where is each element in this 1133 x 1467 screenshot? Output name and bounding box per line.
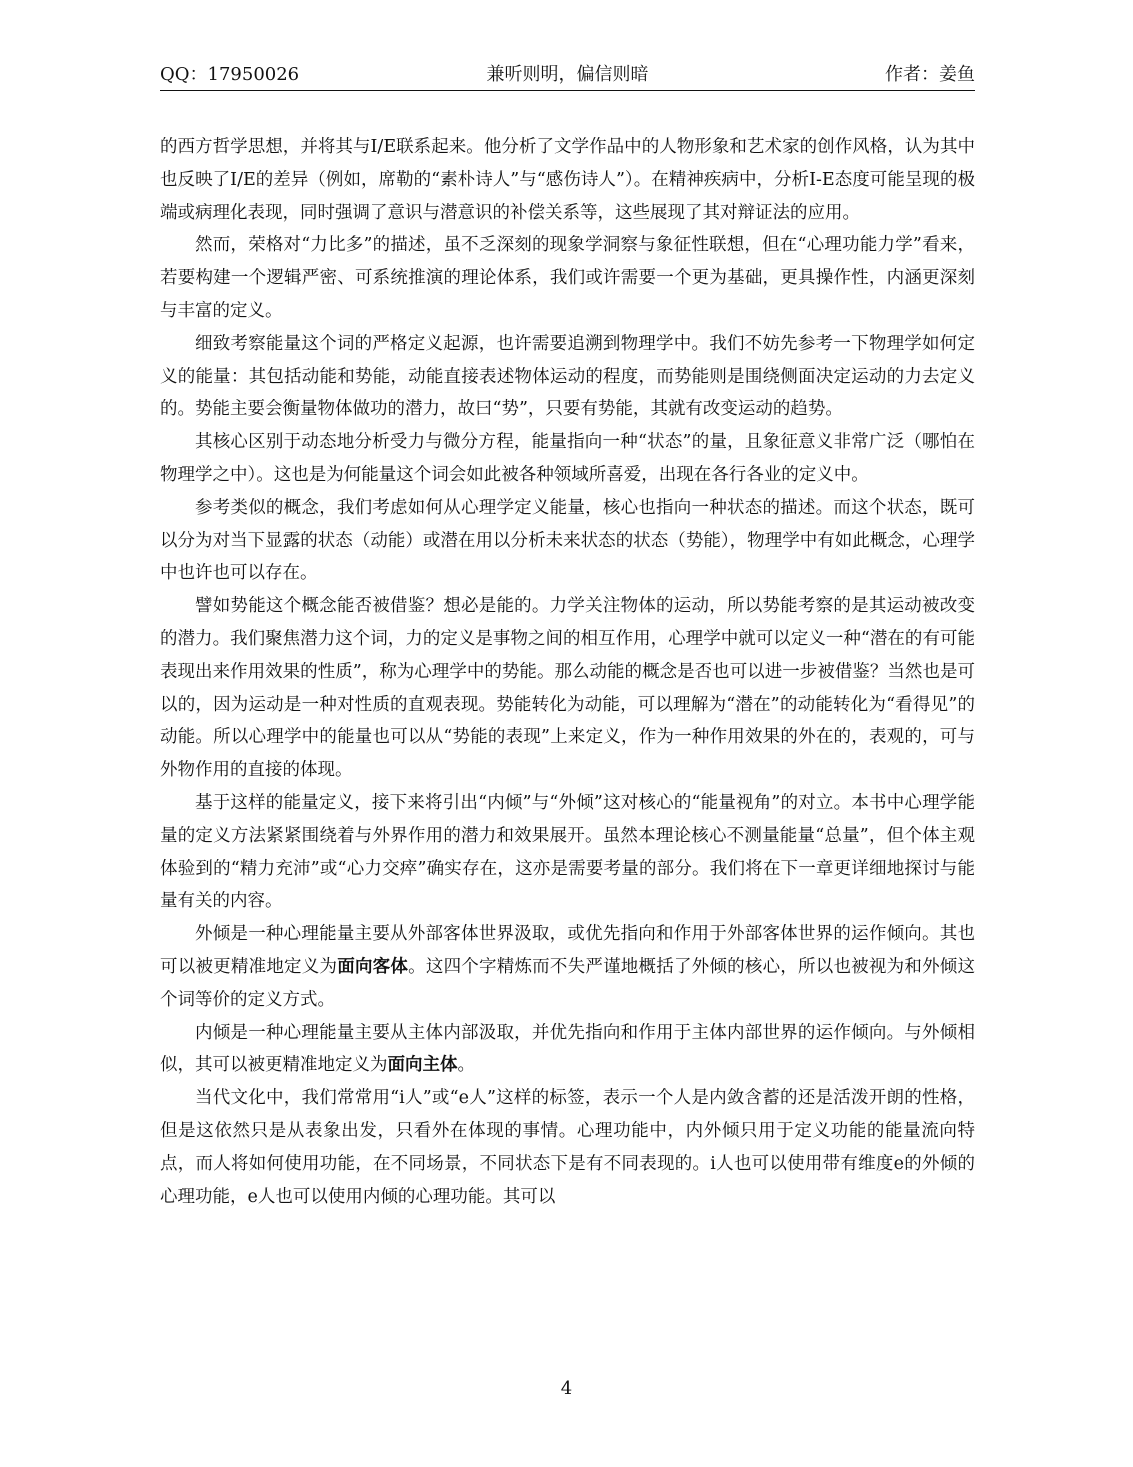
paragraph: 其核心区别于动态地分析受力与微分方程，能量指向一种“状态”的量，且象征意义非常广泛（哪怕在物理学之中）。这也是为何能量这个词会如此被各种领域所喜爱，出现在各行各业的定义中。	[160, 432, 975, 485]
paragraph-text: 。这四个字精炼而不失严谨地概括了外倾的核心，所以也被视为和外倾这个词等价的定义方式。	[160, 956, 976, 1010]
paragraph-continued: 的西方哲学思想，并将其与I/E联系起来。他分析了文学作品中的人物形象和艺术家的创作风格，认为其中也反映了I/E的差异（例如，席勒的“素朴诗人”与“感伤诗人”）。在精神疾病中，分析I-E态度可能呈现的极端或病理化表现，同时强调了意识与潜意识的补偿关系等，这些展现了其对辩证法的应用。	[160, 137, 975, 223]
paragraph: 当代文化中，我们常常用“i人”或“e人”这样的标签，表示一个人是内敛含蓄的还是活泼开朗的性格，但是这依然只是从表象出发，只看外在体现的事情。心理功能中，内外倾只用于定义功能的能量流向特点，而人将如何使用功能，在不同场景，不同状态下是有不同表现的。i人也可以使用带有维度e的外倾的心理功能，e人也可以使用内倾的心理功能。其可以	[160, 1088, 975, 1207]
paragraph-introversion-definition	[160, 1017, 975, 1083]
paragraph: 譬如势能这个概念能否被借鉴？想必是能的。力学关注物体的运动，所以势能考察的是其运动被改变的潜力。我们聚焦潜力这个词，力的定义是事物之间的相互作用，心理学中就可以定义一种“潜在的有可能表现出来作用效果的性质”，称为心理学中的势能。那么动能的概念是否也可以进一步被借鉴？当然也是可以的，因为运动是一种对性质的直观表现。势能转化为动能，可以理解为“潜在”的动能转化为“看得见”的动能。所以心理学中的能量也可以从“势能的表现”上来定义，作为一种作用效果的外在的，表观的，可与外物作用的直接的体现。	[160, 596, 975, 781]
header-title: 兼听则明，偏信则暗	[486, 64, 649, 85]
page-header	[160, 62, 975, 88]
page-number: 4	[560, 1378, 573, 1399]
header-contact: QQ：17950026	[160, 64, 300, 85]
paragraph: 参考类似的概念，我们考虑如何从心理学定义能量，核心也指向一种状态的描述。而这个状态，既可以分为对当下显露的状态（动能）或潜在用以分析未来状态的状态（势能），物理学中有如此概念，心理学中也许也可以存在。	[160, 497, 975, 584]
header-divider	[160, 90, 975, 91]
paragraph: 细致考察能量这个词的严格定义起源，也许需要追溯到物理学中。我们不妨先参考一下物理学如何定义的能量：其包括动能和势能，动能直接表述物体运动的程度，而势能则是围绕侧面决定运动的力去定义的。势能主要会衡量物体做功的潜力，故曰“势”，只要有势能，其就有改变运动的趋势。	[160, 333, 975, 420]
paragraph-text: 内倾是一种心理能量主要从主体内部汲取，并优先指向和作用于主体内部世界的运作倾向。与外倾相似，其可以被更精准地定义为	[160, 1022, 975, 1076]
paragraph-text: 外倾是一种心理能量主要从外部客体世界汲取，或优先指向和作用于外部客体世界的运作倾向。其也可以被更精准地定义为	[160, 924, 975, 977]
bold-term-object-oriented: 面向客体	[337, 956, 409, 977]
paragraph-extraversion-definition	[160, 918, 975, 1016]
paragraph: 然而，荣格对“力比多”的描述，虽不乏深刻的现象学洞察与象征性联想，但在“心理功能力学”看来，若要构建一个逻辑严密、可系统推演的理论体系，我们或许需要一个更为基础，更具操作性，内涵更深刻与丰富的定义。	[160, 235, 975, 321]
paragraph: 基于这样的能量定义，接下来将引出“内倾”与“外倾”这对核心的“能量视角”的对立。本书中心理学能量的定义方法紧紧围绕着与外界作用的潜力和效果展开。虽然本理论核心不测量能量“总量”，但个体主观体验到的“精力充沛”或“心力交瘁”确实存在，这亦是需要考量的部分。我们将在下一章更详细地探讨与能量有关的内容。	[160, 792, 975, 912]
main-text	[160, 131, 975, 1213]
paragraph-text: 。	[457, 1055, 475, 1076]
header-author: 作者：姜鱼	[885, 64, 975, 85]
bold-term-subject-oriented: 面向主体	[387, 1055, 458, 1076]
